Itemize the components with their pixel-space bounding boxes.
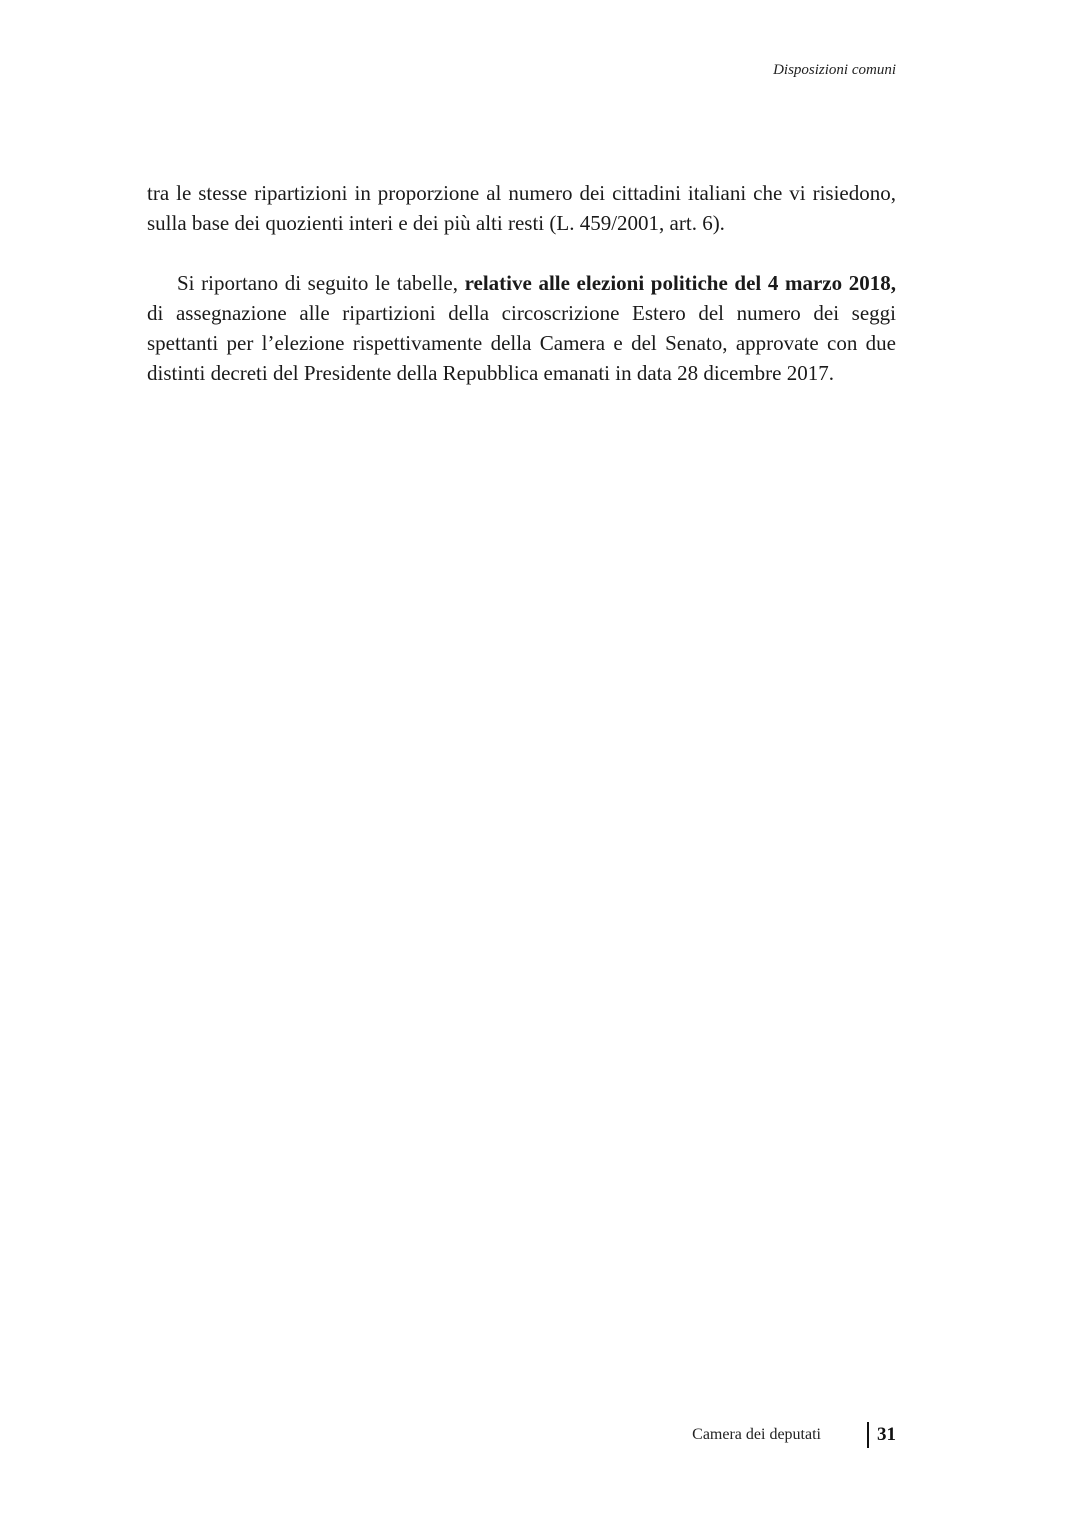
paragraph-rest: di assegnazione alle ripartizioni della circoscrizione Estero del numero dei seggi spettanti per l’elezione rispettivamente della Camera e del Senato, approvate con due distinti decreti del Presidente della Repubblica emanati in data 28 dicembre 2017. xyxy=(147,301,896,385)
page-content xyxy=(147,178,896,388)
page-footer xyxy=(692,1422,896,1448)
footer-publisher: Camera dei deputati xyxy=(692,1426,821,1443)
paragraph-bold-phrase: relative alle elezioni politiche del 4 marzo 2018, xyxy=(464,271,896,295)
page-number: 31 xyxy=(877,1424,896,1445)
paragraph-lead: Si riportano di seguito le tabelle, xyxy=(177,271,465,295)
running-header: Disposizioni comuni xyxy=(773,62,896,78)
footer-divider xyxy=(867,1422,869,1448)
paragraph-tables-intro xyxy=(147,268,896,388)
paragraph-continued: tra le stesse ripartizioni in proporzione al numero dei cittadini italiani che vi risiedono, sulla base dei quozienti interi e dei più alti resti (L. 459/2001, art. 6). xyxy=(147,181,896,235)
